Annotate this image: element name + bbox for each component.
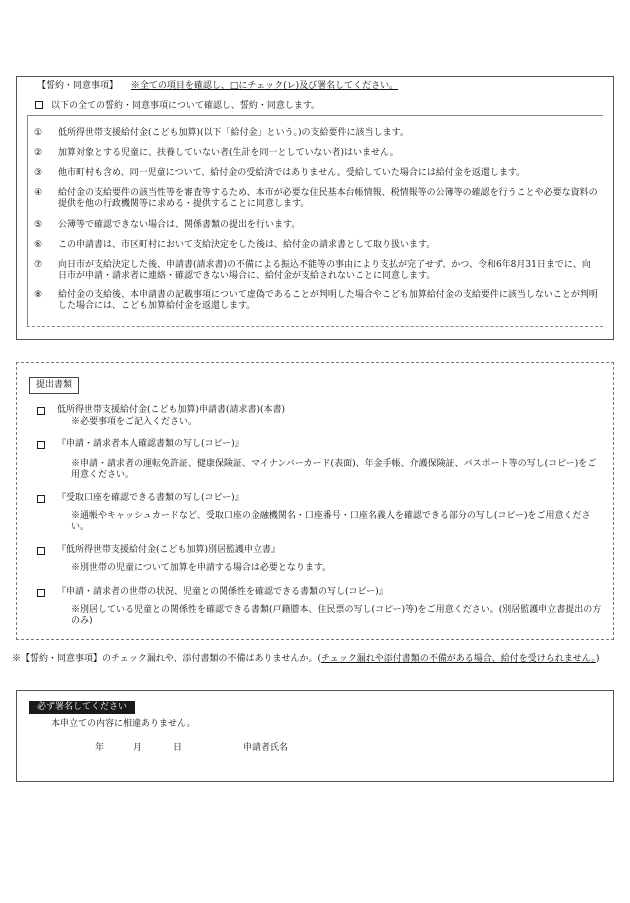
signature-section [16, 690, 614, 782]
pledge-item-text: 他市町村も含め、同一児童について、給付金の受給済ではありません。受給していた場合には給付金を返還します。 [58, 168, 526, 178]
pledge-header [37, 81, 398, 92]
document-note: ※申請・請求者の運転免許証、健康保険証、マイナンバーカード(表面)、年金手帳、介護保険証、パスポート等の写し(コピー)をご用意ください。 [71, 459, 597, 481]
document-note: ※別世帯の児童について加算を申請する場合は必要となります。 [71, 563, 332, 573]
document-text: 『申請・請求者の世帯の状況、児童との関係性を確認できる書類の写し(コピー)』 [57, 587, 388, 597]
pledge-items [27, 115, 603, 327]
pledge-item-number: ⑧ [34, 290, 43, 300]
pledge-item-number: ③ [34, 168, 43, 178]
document-note: ※別居している児童との関係性を確認できる書類(戸籍謄本、住民票の写し(コピー)等)をご用意ください。(別居監護申立書提出の方のみ) [71, 605, 602, 627]
document-text: 『申請・請求者本人確認書類の写し(コピー)』 [57, 439, 244, 449]
document-checkbox[interactable] [37, 441, 45, 449]
document-checkbox[interactable] [37, 589, 45, 597]
month-label: 月 [133, 743, 143, 753]
signature-required-tag: 必ず署名してください [29, 701, 135, 714]
pledge-item-number: ① [34, 128, 43, 138]
pledge-item-number: ② [34, 148, 43, 158]
pledge-item-text: 加算対象とする児童に、扶養していない者(生計を同一としていない者)はいません。 [58, 148, 399, 158]
document-text: 『低所得世帯支援給付金(こども加算)別居監護申立書』 [57, 545, 281, 555]
document-note: ※必要事項をご記入ください。 [71, 417, 198, 427]
documents-title: 提出書類 [29, 377, 79, 394]
document-text: 低所得世帯支援給付金(こども加算)申請書(請求書)(本書) [57, 405, 286, 415]
warning-highlight: チェック漏れや添付書類の不備がある場合、給付を受けられません。 [321, 654, 596, 664]
agree-all-row[interactable] [35, 101, 320, 112]
documents-section [16, 362, 614, 640]
document-note: ※通帳やキャッシュカードなど、受取口座の金融機関名・口座番号・口座名義人を確認できる部分の写し(コピー)をご用意ください。 [71, 511, 591, 533]
pledge-item-text: 公簿等で確認できない場合は、関係書類の提出を行います。 [58, 220, 301, 230]
pledge-item-text: 給付金の支給後、本申請書の記載事項について虚偽であることが判明した場合やこども加算給付金の支給要件に該当しないことが判明した場合には、こども加算給付金を返還します。 [58, 290, 598, 312]
warning-prefix: ※【誓約・同意事項】のチェック漏れや、添付書類の不備はありませんか。( [12, 654, 322, 664]
pledge-item-text: 向日市が支給決定した後、申請書(請求書)の不備による振込不能等の事由により支払が完了せず、かつ、令和6年8月31日までに、向日市が申請・請求者に連絡・確認できない場合に、給付金が支給されないことに同意します。 [58, 260, 591, 282]
checklist-warning [12, 654, 616, 665]
document-checkbox[interactable] [37, 407, 45, 415]
pledge-item-number: ⑥ [34, 240, 43, 250]
pledge-item-text: この申請書は、市区町村において支給決定をした後は、給付金の請求書として取り扱います。 [58, 240, 436, 250]
applicant-name-label: 申請者氏名 [243, 743, 289, 753]
pledge-item-number: ⑦ [34, 260, 43, 270]
day-label: 日 [173, 743, 183, 753]
pledge-item-number: ⑤ [34, 220, 43, 230]
warning-suffix: ) [595, 654, 600, 664]
agree-all-checkbox[interactable] [35, 101, 43, 109]
pledge-item-number: ④ [34, 188, 43, 198]
pledge-item-text: 給付金の支給要件の該当性等を審査等するため、本市が必要な住民基本台帳情報、税情報等の公簿等の確認を行うことや必要な資料の提供を他の行政機関等に求める・提供することに同意します。 [58, 188, 598, 210]
pledge-section [16, 76, 614, 340]
document-checkbox[interactable] [37, 547, 45, 555]
pledge-instruction: ※全ての項目を確認し、□にチェック(レ)及び署名してください。 [130, 81, 399, 91]
agree-all-label: 以下の全ての誓約・同意事項について確認し、誓約・同意します。 [51, 101, 321, 111]
signature-confirm-text: 本申立ての内容に相違ありません。 [51, 719, 196, 729]
document-checkbox[interactable] [37, 495, 45, 503]
pledge-label: 【誓約・同意事項】 [37, 81, 119, 91]
document-text: 『受取口座を確認できる書類の写し(コピー)』 [57, 493, 244, 503]
year-label: 年 [95, 743, 105, 753]
pledge-item-text: 低所得世帯支援給付金(こども加算)(以下「給付金」という。)の支給要件に該当します。 [58, 128, 409, 138]
